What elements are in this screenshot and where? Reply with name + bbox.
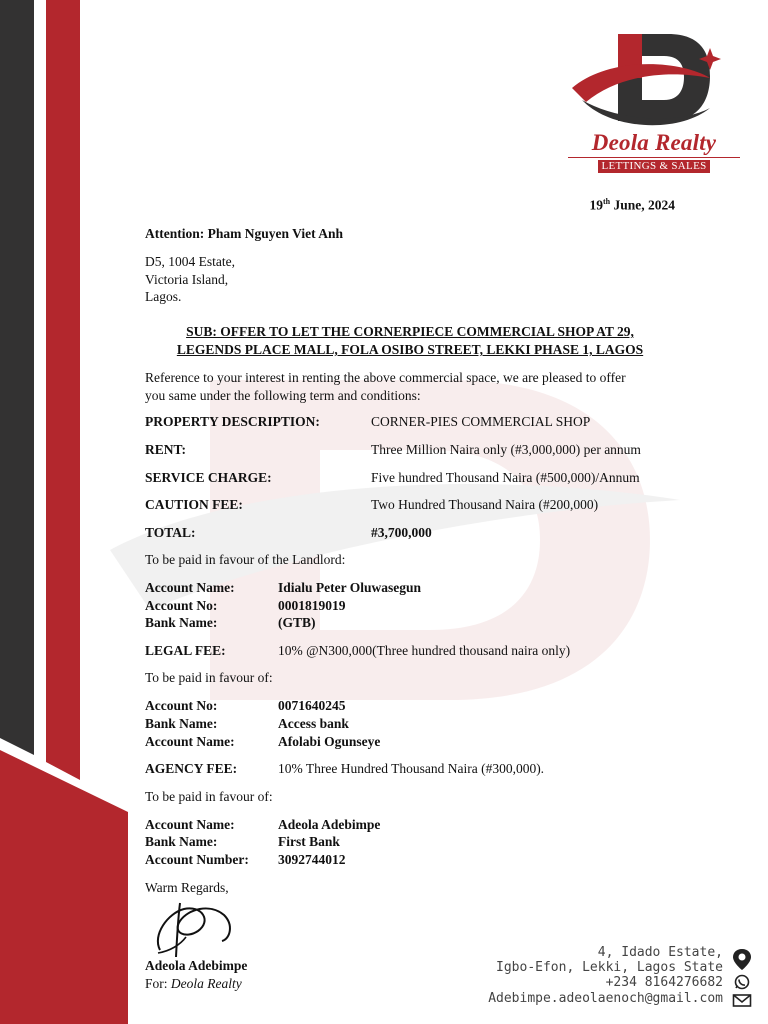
handwritten-signature	[150, 895, 240, 960]
term-total: TOTAL: #3,700,000	[145, 525, 432, 540]
agency-fee: AGENCY FEE: 10% Three Hundred Thousand Naira (#300,000).	[145, 761, 545, 776]
letter-date: 19th June, 2024	[589, 197, 675, 213]
contact-address-line1: 4, Idado Estate,	[597, 945, 723, 960]
location-pin-icon	[732, 948, 752, 972]
landlord-account-number: Account No: 0001819019	[145, 598, 346, 613]
contact-icons	[732, 948, 752, 1009]
contact-footer	[488, 945, 723, 1006]
whatsapp-phone-icon	[732, 974, 752, 991]
agency-payment-note: To be paid in favour of:	[145, 789, 273, 804]
legal-account-number: Account No: 0071640245	[145, 698, 346, 713]
landlord-account-name: Account Name: Idialu Peter Oluwasegun	[145, 580, 422, 595]
signatory-company: For: Deola Realty	[145, 976, 242, 991]
legal-fee: LEGAL FEE: 10% @N300,000(Three hundred thousand naira only)	[145, 643, 571, 658]
contact-address-line2: Igbo-Efon, Lekki, Lagos State	[496, 960, 723, 976]
agency-account-name: Account Name: Adeola Adebimpe	[145, 817, 381, 832]
legal-payment-note: To be paid in favour of:	[145, 670, 273, 685]
contact-email: Adebimpe.adeolaenoch@gmail.com	[488, 990, 723, 1006]
letter-subject: SUB: OFFER TO LET THE CORNERPIECE COMMERCIAL SHOP AT 29, LEGENDS PLACE MALL, FOLA OSIBO STREET, LEKKI PHASE 1, LAGOS	[176, 324, 644, 357]
legal-bank-name: Bank Name: Access bank	[145, 716, 349, 731]
closing-line: Warm Regards,	[145, 880, 229, 895]
agency-bank-name: Bank Name: First Bank	[145, 834, 340, 849]
term-rent: RENT: Three Million Naira only (#3,000,000) per annum	[145, 442, 641, 457]
contact-phone: +234 8164276682	[605, 975, 723, 991]
term-caution-fee: CAUTION FEE: Two Hundred Thousand Naira (#200,000)	[145, 497, 599, 512]
email-envelope-icon	[732, 993, 752, 1009]
landlord-bank-name: Bank Name: (GTB)	[145, 615, 316, 630]
legal-account-name: Account Name: Afolabi Ogunseye	[145, 734, 381, 749]
term-service-charge: SERVICE CHARGE: Five hundred Thousand Naira (#500,000)/Annum	[145, 470, 640, 485]
logo-tagline: LETTINGS & SALES	[598, 160, 710, 173]
intro-paragraph: Reference to your interest in renting the above commercial space, we are pleased to offer you same under the following term and conditions:	[145, 370, 626, 403]
signatory-name: Adeola Adebimpe	[145, 958, 248, 973]
term-property-description: PROPERTY DESCRIPTION: CORNER-PIES COMMERCIAL SHOP	[145, 414, 591, 429]
landlord-payment-note: To be paid in favour of the Landlord:	[145, 552, 346, 567]
logo-tagline-bar	[568, 157, 740, 173]
attention-line: Attention: Pham Nguyen Viet Anh	[145, 226, 344, 241]
agency-account-number: Account Number: 3092744012	[145, 852, 346, 867]
logo-wordmark: Deola Realty	[591, 130, 717, 155]
recipient-address: D5, 1004 Estate, Victoria Island, Lagos.	[145, 254, 235, 304]
